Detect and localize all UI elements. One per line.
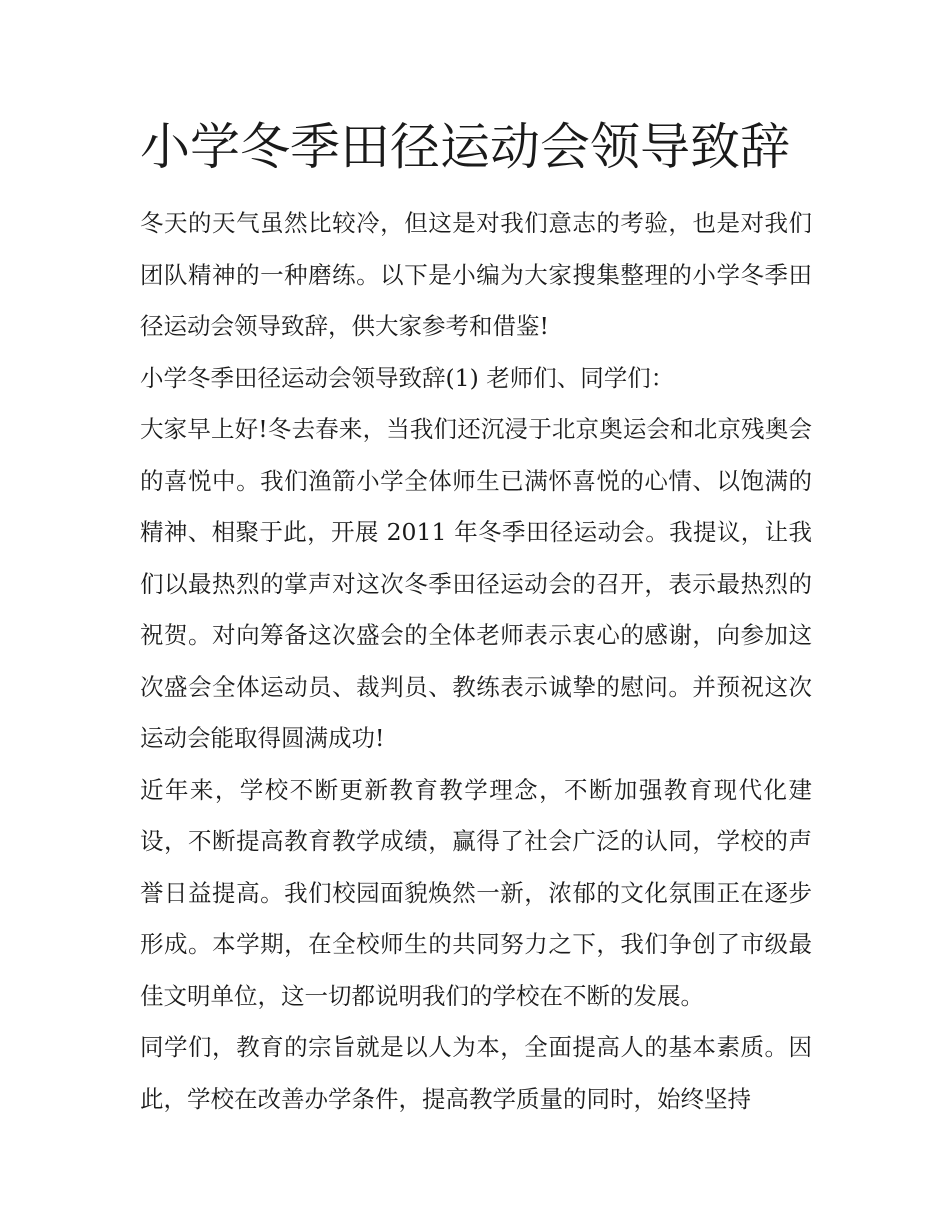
document-title: 小学冬季田径运动会领导致辞 [140,118,790,176]
paragraph-heading: 小学冬季田径运动会领导致辞(1) 老师们、同学们： [140,363,675,392]
document-body [140,198,812,1125]
paragraph-education-purpose: 同学们，教育的宗旨就是以人为本，全面提高人的基本素质。因此，学校在改善办学条件，提高教学质量的同时，始终坚持 [140,1033,812,1113]
paragraph-school-progress: 近年来，学校不断更新教育教学理念，不断加强教育现代化建设，不断提高教育教学成绩，赢得了社会广泛的认同，学校的声誉日益提高。我们校园面貌焕然一新，浓郁的文化氛围正在逐步形成。本学期，在全校师生的共同努力之下，我们争创了市级最佳文明单位，这一切都说明我们的学校在不断的发展。 [140,775,812,1010]
paragraph-greeting: 大家早上好!冬去春来，当我们还沉浸于北京奥运会和北京残奥会的喜悦中。我们渔箭小学全体师生已满怀喜悦的心情、以饱满的精神、相聚于此，开展 2011 年冬季田径运动会。我提议，让我们以最热烈的掌声对这次冬季田径运动会的召开，表示最热烈的祝贺。对向筹备这次盛会的全体老师表示衷心的感谢，向参加这次盛会全体运动员、裁判员、教练表示诚挚的慰问。并预祝这次运动会能取得圆满成功! [140,415,812,752]
paragraph-intro: 冬天的天气虽然比较冷，但这是对我们意志的考验，也是对我们团队精神的一种磨练。以下是小编为大家搜集整理的小学冬季田径运动会领导致辞，供大家参考和借鉴! [140,209,812,340]
